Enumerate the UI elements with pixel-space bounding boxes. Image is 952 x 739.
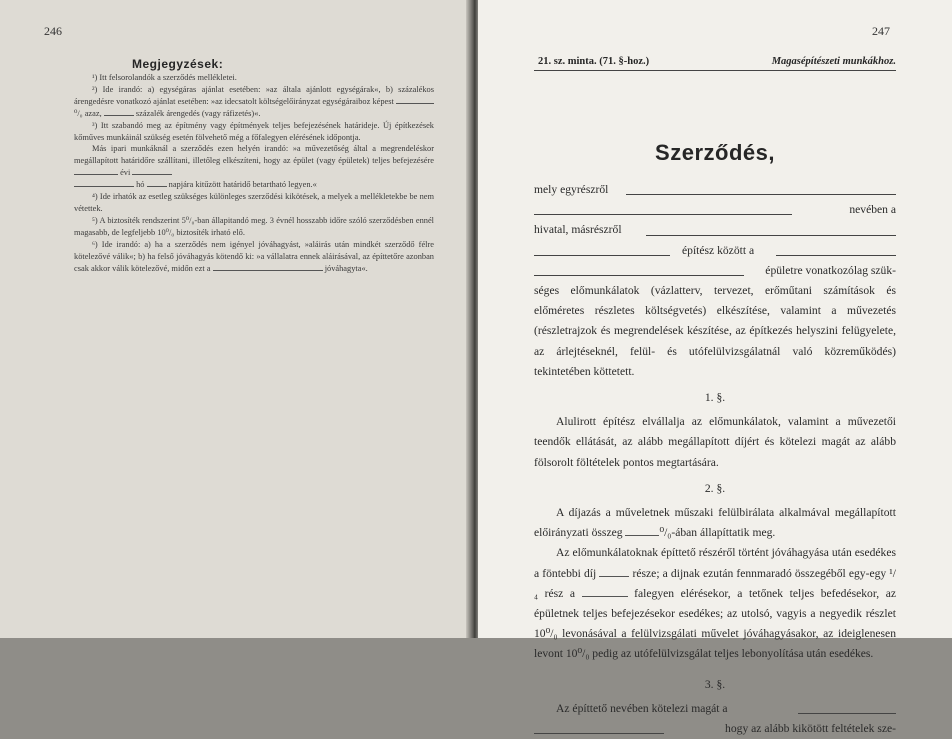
section-3-line-1: Az építtető nevében kötelezi magát a <box>534 699 896 719</box>
opening-line-2: nevében a <box>534 200 896 220</box>
right-page-number: 247 <box>872 24 890 38</box>
header-category: Magasépítészeti munkákhoz. <box>771 56 896 67</box>
section-3-line-2: hogy az alább kikötött feltételek sze- <box>534 719 896 739</box>
opening-line-3: hivatal, másrészről <box>534 220 896 240</box>
note-2: ²) Ide irandó: a) egységáras ajánlat esetében: »az általa ajánlott egységárak«, b) százalékos árengedésre vonatkozó ajánlat esetében: »az idecsatolt költségelőirányzat egységáraiboz képest ⁰/₀ azaz, százalék árengedés (vagy ráfizetés)«. <box>74 84 434 118</box>
section-1-heading: 1. §. <box>704 390 726 404</box>
section-3-heading: 3. §. <box>704 677 726 691</box>
header-form-number: 21. sz. minta. (71. §-hoz.) <box>538 56 650 67</box>
section-2-text-a: A díjazás a műveletnek műszaki felülbirálata alkalmával megállapított előirányzati összeg ⁰/₀-ában állapíttatik meg. <box>534 505 896 540</box>
opening-text: séges előmunkálatok (vázlatterv, tervezet, erőműtani számítások és előméretes részletes költségvetés) elkészítése, valamint a művezetés (részletrajzok és megrendelések készítése, az építkezés helyszini felügyelete, az árlejtéseknél, felül- és utófelülvizsgálatnál való közreműködés) tekintetében köttetett. <box>534 283 896 378</box>
notes-block <box>74 72 434 274</box>
notes-title: Megjegyzések: <box>132 57 224 71</box>
section-2-heading: 2. §. <box>704 481 726 495</box>
note-6: ⁶) Ide irandó: a) ha a szerződés nem igényel jóváhagyást, »aláirás után mindkét szerződő félre kötelezővé válik«; b) ha felső jóváhagyás kötendő ki: »a vállalatra ennek aláirásával, az építtetőre azonban csak akkor válik kötelezővé, midőn ezt a jóváhagyta«. <box>74 239 434 273</box>
left-page-number: 246 <box>44 24 62 38</box>
note-3-cont: Más ipari munkáknál a szerződés ezen helyén irandó: »a művezetőség által a megrendeléskor megállapított határidőre szállítani, illetőleg elkészíteni, hogy az épület (vagy épületek) teljes befejezésére évi hó napjára kitűzött határidő betartható legyen.« <box>74 144 434 190</box>
opening-line-4: építész között a <box>534 241 896 261</box>
note-1: ¹) Itt felsorolandók a szerződés mellékletei. <box>92 73 237 82</box>
opening-line-1: mely egyrészről <box>534 180 896 200</box>
right-page <box>478 0 952 735</box>
note-4: ⁴) Ide irhatók az esetleg szükséges különleges szerződési kikötések, a melyek a mellékletekbe be nem vétettek. <box>74 192 434 213</box>
section-1-text: Alulirott építész elvállalja az előmunkálatok, valamint a művezetői teendők ellátását, az alább megállapított díjért és kötelezi magát az alább fölsorolt föltételek pontos megtartására. <box>534 415 896 469</box>
section-2-text-c: Az előmunkálatoknak építtető részéről történt jóváhagyása után esedékes a föntebbi díj része; a dijnak ezután fennmaradó összegéből egy-egy ¹/₄ rész a falegyen elérésekor, a tetőnek teljes befedésekor, az épületnek teljes befejezésekor esedékes; az utolsó, vagyis a negyedik részlet 10⁰/₀ levonásával a felülvizsgálati művelet jóváhagyásakor, az ideiglenesen levont 10⁰/₀ pedig az utófelülvizsgálat teljes lebonyolítása után esedékes. <box>534 546 897 661</box>
opening-line-5: épületre vonatkozólag szük- <box>534 261 896 281</box>
contract-body <box>534 180 896 739</box>
note-5: ⁵) A biztosíték rendszerint 5⁰/₀-ban állapitandó meg. 3 évnél hosszabb időre szóló szerződésben ennél magasabb, de legfeljebb 10⁰/₀ biztosíték irható elő. <box>74 215 434 237</box>
note-3: ³) Itt szabandó meg az építmény vagy építmények teljes befejezésének határideje. Új építkezések kőműves munkáinál szükség esetén fölvehető még a főfalegyen elérésének időpontja. <box>74 120 434 142</box>
running-header <box>534 54 896 71</box>
document-title: Szerződés, <box>655 140 775 165</box>
